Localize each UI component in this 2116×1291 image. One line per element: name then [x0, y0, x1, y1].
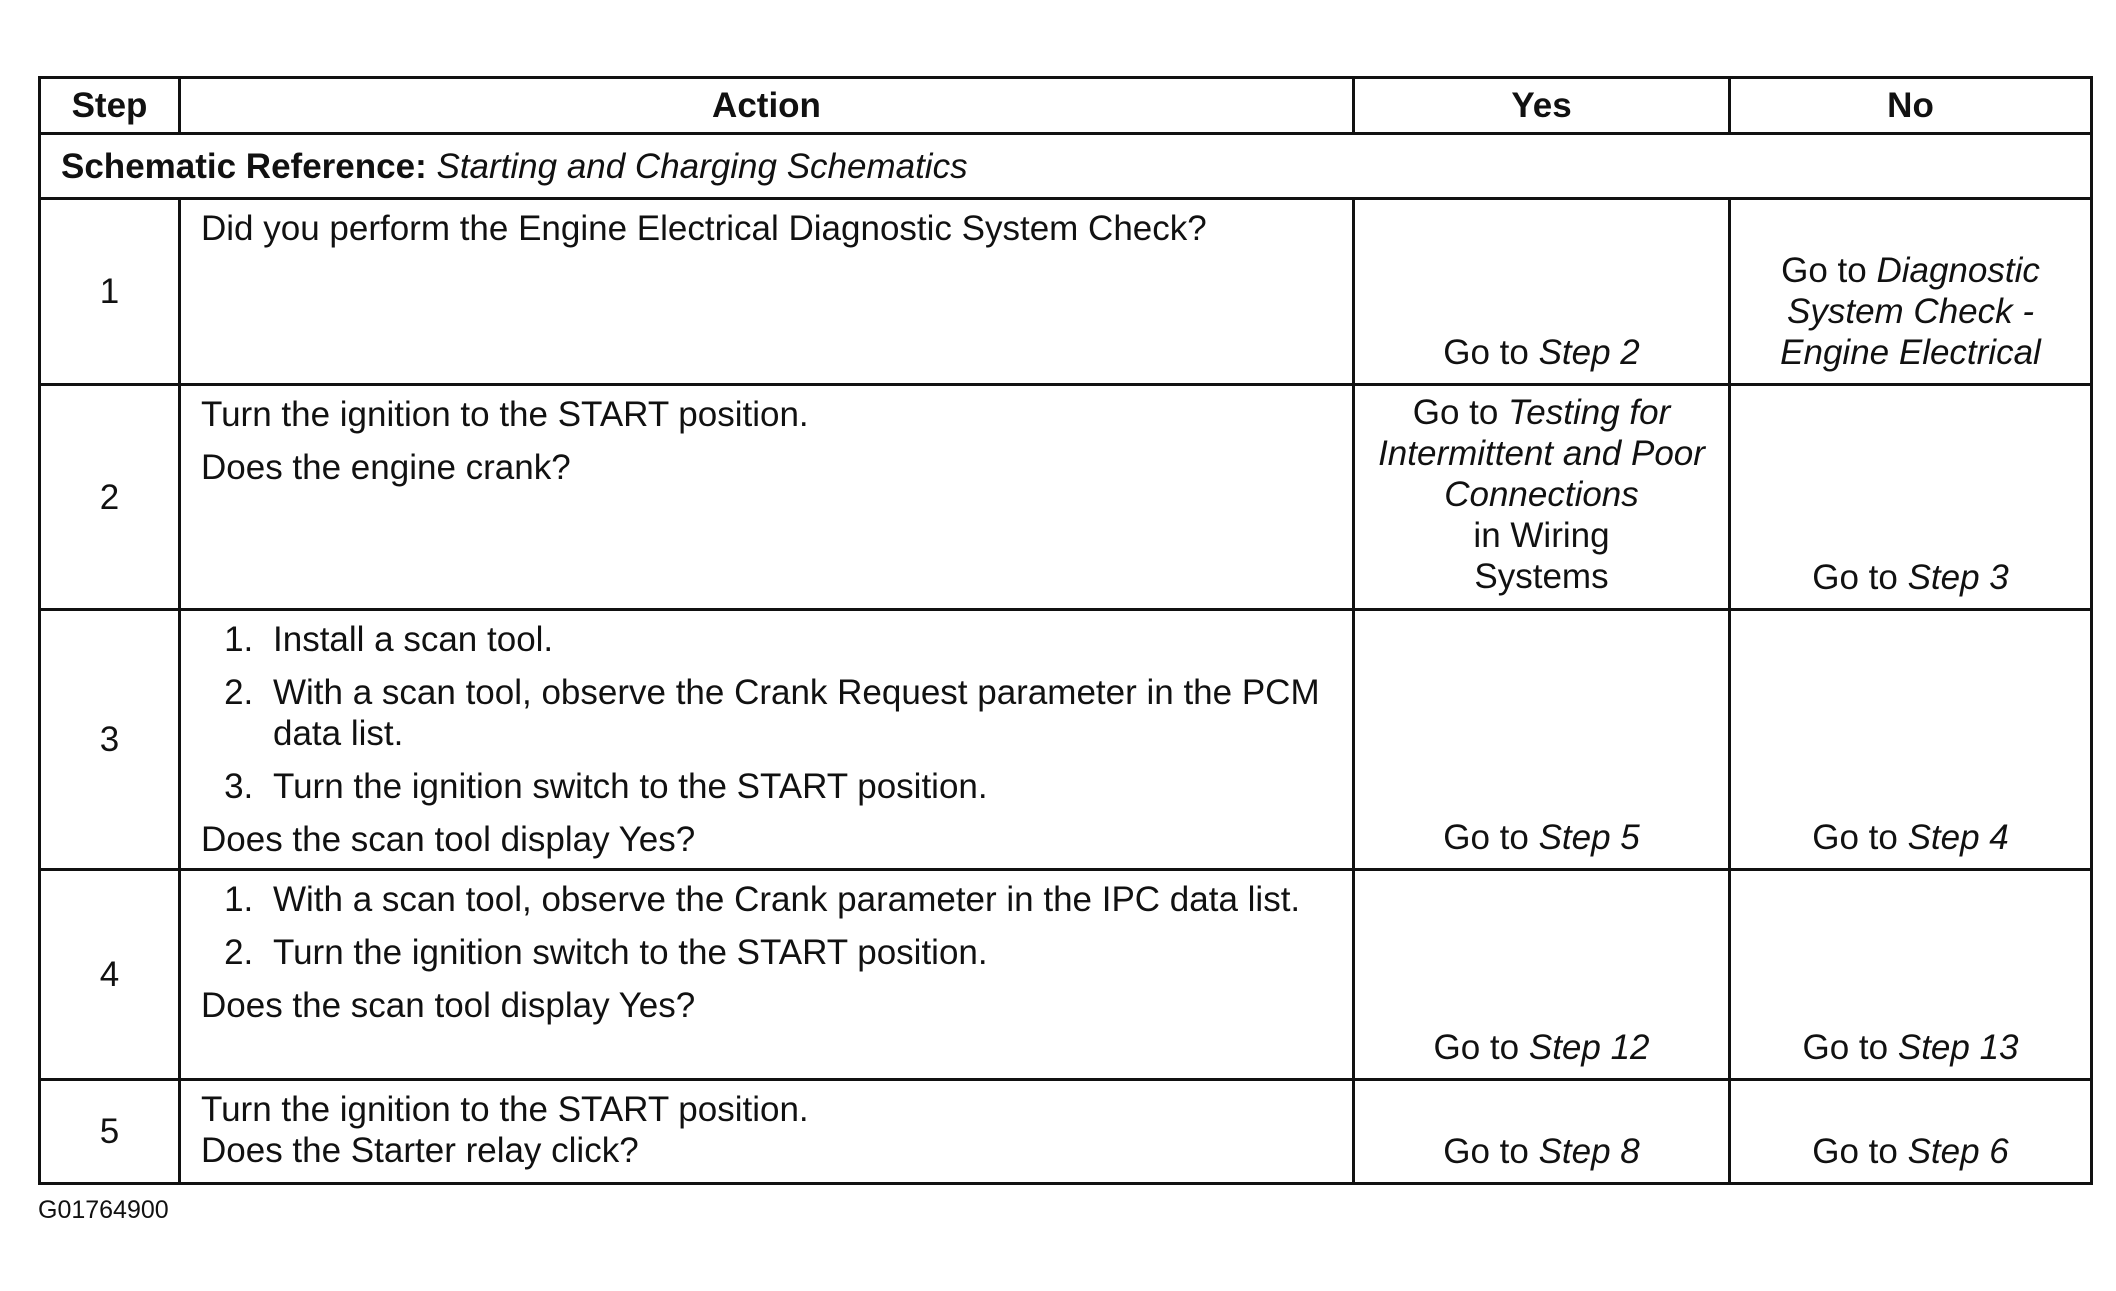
no-cell — [1730, 1080, 2092, 1184]
header-yes: Yes — [1354, 78, 1730, 134]
action-cell — [180, 199, 1354, 385]
action-question: Does the Starter relay click? — [201, 1131, 639, 1170]
goto-text: Go to — [1781, 251, 1867, 290]
action-list-item: 2. With a scan tool, observe the Crank Request parameter in the PCM data list. — [263, 672, 1332, 754]
yes-cell — [1354, 199, 1730, 385]
table-row — [40, 870, 2092, 1080]
yes-link-line[interactable]: Connections — [1444, 475, 1639, 514]
action-instruction: Turn the ignition to the START position. — [201, 1090, 809, 1129]
no-cell — [1730, 385, 2092, 610]
header-action: Action — [180, 78, 1354, 134]
action-list-item: 1. Install a scan tool. — [263, 619, 1332, 660]
goto-text: Go to — [1802, 1028, 1889, 1067]
schematic-reference-row — [40, 134, 2092, 199]
schematic-reference-label: Schematic Reference: — [61, 146, 427, 186]
action-question: Does the engine crank? — [201, 448, 571, 487]
action-cell — [180, 385, 1354, 610]
action-list — [201, 879, 1332, 973]
action-list-item: 1. With a scan tool, observe the Crank parameter in the IPC data list. — [263, 879, 1332, 920]
table-row — [40, 199, 2092, 385]
no-cell — [1730, 199, 2092, 385]
action-question: Does the scan tool display Yes? — [201, 986, 696, 1025]
action-question: Does the scan tool display Yes? — [201, 820, 696, 859]
action-list — [201, 619, 1332, 807]
action-cell — [180, 1080, 1354, 1184]
action-question: Did you perform the Engine Electrical Diagnostic System Check? — [201, 209, 1207, 248]
yes-cell — [1354, 385, 1730, 610]
diagnostic-table — [38, 76, 2093, 1185]
yes-cell — [1354, 1080, 1730, 1184]
schematic-reference — [40, 134, 2092, 199]
goto-text: Go to — [1443, 333, 1529, 372]
no-link[interactable]: Step 4 — [1907, 818, 2009, 857]
goto-text: Go to — [1812, 818, 1898, 857]
yes-cell — [1354, 610, 1730, 870]
yes-link[interactable]: Step 5 — [1538, 818, 1640, 857]
yes-text-line: in Wiring — [1473, 516, 1610, 555]
yes-link[interactable]: Step 12 — [1528, 1028, 1650, 1067]
header-row — [40, 78, 2092, 134]
yes-cell — [1354, 870, 1730, 1080]
action-instruction: Turn the ignition to the START position. — [201, 395, 809, 434]
no-link-line[interactable]: Engine Electrical — [1780, 333, 2041, 372]
table-row — [40, 610, 2092, 870]
goto-text: Go to — [1412, 393, 1499, 432]
step-number: 5 — [40, 1080, 180, 1184]
no-link[interactable]: Step 6 — [1907, 1132, 2009, 1171]
step-number: 2 — [40, 385, 180, 610]
yes-link[interactable]: Step 2 — [1538, 333, 1640, 372]
no-cell — [1730, 870, 2092, 1080]
table-row — [40, 385, 2092, 610]
no-link[interactable]: Step 3 — [1907, 558, 2009, 597]
no-link-line[interactable]: Diagnostic — [1876, 251, 2040, 290]
step-number: 3 — [40, 610, 180, 870]
goto-text: Go to — [1812, 1132, 1898, 1171]
header-no: No — [1730, 78, 2092, 134]
goto-text: Go to — [1443, 1132, 1529, 1171]
goto-text: Go to — [1812, 558, 1898, 597]
yes-text-line: Systems — [1474, 557, 1609, 596]
action-list-item: 3. Turn the ignition switch to the START position. — [263, 766, 1332, 807]
no-cell — [1730, 610, 2092, 870]
schematic-reference-link[interactable]: Starting and Charging Schematics — [436, 146, 968, 186]
goto-text: Go to — [1443, 818, 1529, 857]
action-list-item: 2. Turn the ignition switch to the START position. — [263, 932, 1332, 973]
yes-link-line[interactable]: Testing for — [1508, 393, 1671, 432]
table-row — [40, 1080, 2092, 1184]
goto-text: Go to — [1433, 1028, 1520, 1067]
yes-link[interactable]: Step 8 — [1538, 1132, 1640, 1171]
action-cell — [180, 610, 1354, 870]
yes-link-line[interactable]: Intermittent and Poor — [1378, 434, 1705, 473]
header-step: Step — [40, 78, 180, 134]
step-number: 1 — [40, 199, 180, 385]
no-link[interactable]: Step 13 — [1897, 1028, 2019, 1067]
figure-id: G01764900 — [38, 1196, 169, 1224]
no-link-line[interactable]: System Check - — [1787, 292, 2034, 331]
step-number: 4 — [40, 870, 180, 1080]
action-cell — [180, 870, 1354, 1080]
